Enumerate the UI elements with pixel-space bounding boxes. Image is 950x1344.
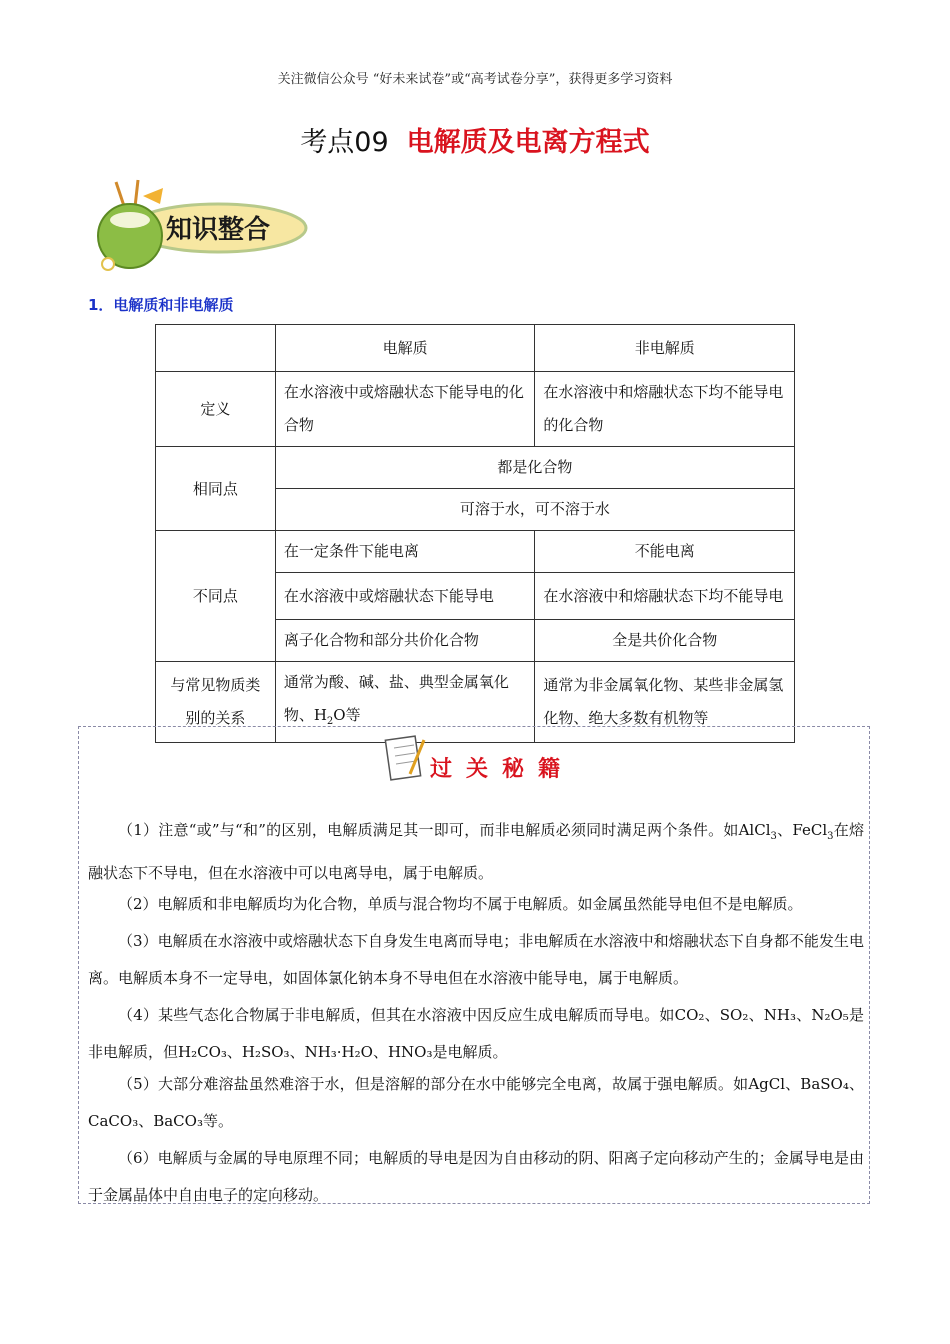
tips-title: 过关秘籍 [430,757,575,782]
row-label-similarities: 相同点 [156,447,276,531]
tip-paragraph-5: （5）大部分难溶盐虽然难溶于水，但是溶解的部分在水中能够完全电离，故属于强电解质。如AgCl、BaSO₄、CaCO₃、BaCO₃等。 [88,1075,864,1130]
cell-same-1: 都是化合物 [275,447,794,489]
row-label-relation: 与常见物质类别的关系 [156,662,276,743]
table-row [156,531,795,573]
header-note: 关注微信公众号 “好未来试卷”或“高考试卷分享”，获得更多学习资料 [277,72,673,87]
cell-diff-1b: 不能电离 [535,531,795,573]
header-cell-electrolyte: 电解质 [275,325,535,372]
page-title [0,120,950,159]
topic-code: 考点09 [300,127,389,158]
table-header-row [156,325,795,372]
tip-paragraph-2: （2）电解质和非电解质均为化合物，单质与混合物均不属于电解质。如金属虽然能导电但不是电解质。 [118,895,803,913]
cell-same-2: 可溶于水，可不溶于水 [275,489,794,531]
header-cell-empty [156,325,276,372]
cell-diff-1a: 在一定条件下能电离 [275,531,535,573]
cell-diff-3a: 离子化合物和部分共价化合物 [275,620,535,662]
section-title: 1．电解质和非电解质 [88,296,234,314]
banner-label: 知识整合 [166,215,271,245]
comparison-table [155,324,795,743]
cell-rel-nonelectrolyte: 通常为非金属氧化物、某些非金属氢化物、绝大多数有机物等 [535,662,795,743]
cell-diff-2b: 在水溶液中和熔融状态下均不能导电 [535,573,795,620]
header-cell-nonelectrolyte: 非电解质 [535,325,795,372]
knowledge-banner-image [88,178,308,278]
cell-def-electrolyte: 在水溶液中或熔融状态下能导电的化合物 [275,372,535,447]
cell-diff-3b: 全是共价化合物 [535,620,795,662]
cell-rel-electrolyte: 通常为酸、碱、盐、典型金属氧化物、$H_2O$等 [275,662,535,743]
row-label-definition: 定义 [156,372,276,447]
tip-paragraph-1: （1）注意“或”与“和”的区别，电解质满足其一即可，而非电解质必须同时满足两个条件。如AlCl$_3$、FeCl$_3$在熔融状态下不导电，但在水溶液中可以电离导电，属于电解质。 [88,821,864,882]
row-label-differences: 不同点 [156,531,276,662]
tip-paragraph-4: （4）某些气态化合物属于非电解质，但其在水溶液中因反应生成电解质而导电。如CO₂、SO₂、NH₃、N₂O₅是非电解质，但H₂CO₃、H₂SO₃、NH₃·H₂O、HNO₃是电解质。 [88,1006,864,1061]
table-row [156,447,795,489]
tip-paragraph-6: （6）电解质与金属的导电原理不同；电解质的导电是因为自由移动的阴、阳离子定向移动产生的；金属导电是由于金属晶体中自由电子的定向移动。 [88,1149,864,1204]
cell-def-nonelectrolyte: 在水溶液中和熔融状态下均不能导电的化合物 [535,372,795,447]
cell-diff-2a: 在水溶液中或熔融状态下能导电 [275,573,535,620]
table-row [156,372,795,447]
topic-name: 电解质及电离方程式 [406,127,650,158]
tip-paragraph-3: （3）电解质在水溶液中或熔融状态下自身发生电离而导电；非电解质在水溶液中和熔融状态下自身都不能发生电离。电解质本身不一定导电，如固体氯化钠本身不导电但在水溶液中能导电，属于电解质。 [88,932,864,987]
